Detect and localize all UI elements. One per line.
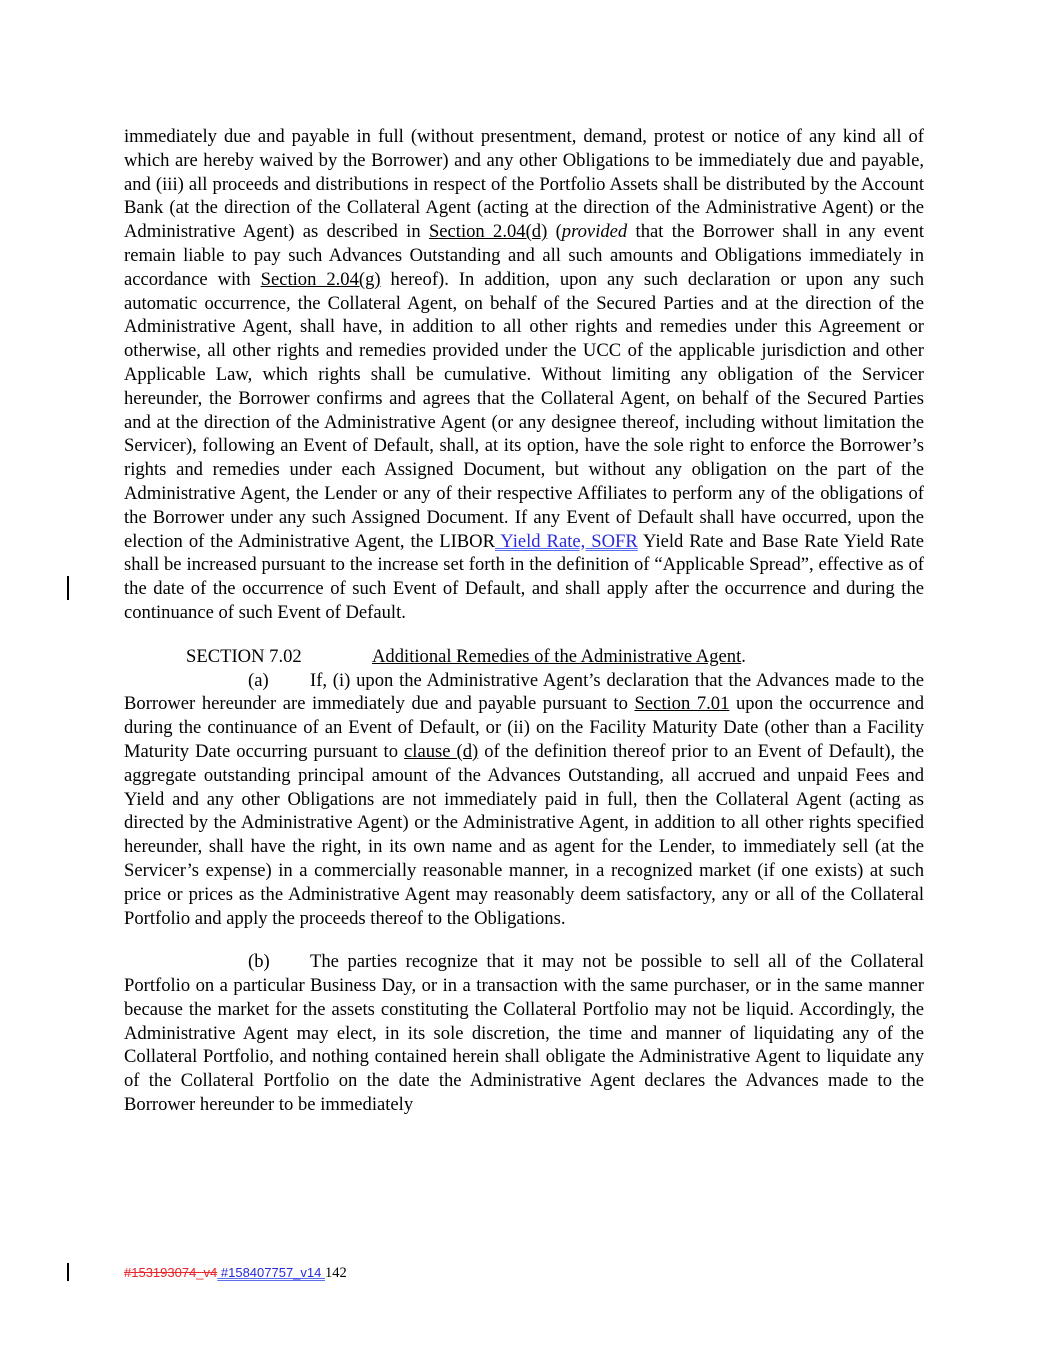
italic-provided: provided bbox=[561, 221, 628, 243]
cross-reference-section-2-04-g[interactable]: Section 2.04(g) bbox=[260, 268, 381, 290]
paragraph-b bbox=[124, 950, 924, 1117]
clause-label-a: (a) bbox=[248, 669, 269, 691]
section-heading bbox=[124, 645, 924, 669]
section-number: SECTION 7.02 bbox=[186, 645, 302, 667]
paragraph-a bbox=[124, 669, 924, 931]
change-bar-footer bbox=[67, 1263, 69, 1281]
paragraph-7-01-continuation bbox=[124, 125, 924, 625]
deleted-document-id: #153193074_v4 bbox=[124, 1265, 218, 1280]
document-body bbox=[124, 125, 924, 1117]
text: Yield Rate and Base Rate Yield Rate shall be increased pursuant to the increase set forth in the definition of “Applicable Spread”, effective as of the date of the occurrence of such Event of Default, and shall apply after the occurrence and during the continuance of such Event of Default. bbox=[124, 530, 924, 623]
text: immediately due and payable in full (without presentment, demand, protest or notice of any kind all of which are hereby waived by the Borrower) and any other Obligations to be immediately due and payable, and (iii) all proceeds and distributions in respect of the Portfolio Assets shall be distributed by the Account Bank (at the direction of the Collateral Agent (acting at the direction of the Administrative Agent) or the Administrative Agent) as described in bbox=[124, 126, 924, 243]
text: that the Borrower shall in any event remain liable to pay such Advances Outstanding and all such amounts and Obligations immediately in accordance with bbox=[124, 221, 924, 290]
text: hereof). In addition, upon any such declaration or upon any such automatic occurrence, the Collateral Agent, on behalf of the Secured Parties and at the direction of the Administrative Agent, shall have, in addition to all other rights and remedies under this Agreement or otherwise, all other rights and remedies provided under the UCC of the applicable jurisdiction and other Applicable Law, which rights shall be cumulative. Without limiting any obligation of the Servicer hereunder, the Borrower confirms and agrees that the Collateral Agent, on behalf of the Secured Parties and at the direction of the Administrative Agent (or any designee thereof, including without limitation the Servicer), following an Event of Default, shall, at its option, have the sole right to enforce the Borrower’s rights and remedies under each Assigned Document, but without any obligation on the part of the Administrative Agent, the Lender or any of their respective Affiliates to perform any of the obligations of the Borrower under any such Assigned Document. If any Event of Default shall have occurred, upon the election of the Administrative Agent, the LIBOR bbox=[124, 268, 924, 552]
clause-label-b: (b) bbox=[248, 951, 270, 973]
change-bar-body bbox=[67, 576, 69, 600]
cross-reference-section-7-01[interactable]: Section 7.01 bbox=[634, 693, 730, 715]
text: The parties recognize that it may not be possible to sell all of the Collateral Portfolio on a particular Business Day, or in a transaction with the same purchaser, or in the same manner because the market for the assets constituting the Collateral Portfolio may not be liquid. Accordingly, the Administrative Agent may elect, in its sole discretion, the time and manner of liquidating any of the Collateral Portfolio, and nothing contained herein shall obligate the Administrative Agent to liquidate any of the Collateral Portfolio on the date the Administrative Agent declares the Advances made to the Borrower hereunder to be immediately bbox=[124, 951, 924, 1116]
inserted-document-id: #158407757_v14 bbox=[217, 1265, 325, 1280]
page-footer bbox=[124, 1264, 347, 1283]
section-title-period: . bbox=[741, 645, 746, 667]
text: of the definition thereof prior to an Event of Default), the aggregate outstanding principal amount of the Advances Outstanding, all accrued and unpaid Fees and Yield and any other Obligations are not immediately paid in full, then the Collateral Agent (acting as directed by the Administrative Agent) or the Administrative Agent, in addition to all other rights specified hereunder, shall have the right, in its own name and as agent for the Lender, to immediately sell (at the Servicer’s expense) in a commercially reasonable manner, in a recognized market (if one exists) at such price or prices as the Administrative Agent may reasonably deem satisfactory, any or all of the Collateral Portfolio and apply the proceeds thereof to the Obligations. bbox=[124, 740, 924, 929]
text: ( bbox=[547, 221, 562, 243]
text: If, (i) upon the Administrative Agent’s declaration that the Advances made to the Borrower hereunder are immediately due and payable pursuant to bbox=[124, 669, 924, 715]
page-number: 142 bbox=[324, 1265, 347, 1281]
text: upon the occurrence and during the continuance of an Event of Default, or (ii) on the Facility Maturity Date (other than a Facility Maturity Date occurring pursuant to bbox=[124, 693, 924, 762]
section-title: Additional Remedies of the Administrative Agent bbox=[372, 645, 742, 667]
tracked-insertion[interactable]: Yield Rate, SOFR bbox=[495, 530, 638, 552]
cross-reference-section-2-04-d[interactable]: Section 2.04(d) bbox=[428, 221, 548, 243]
cross-reference-clause-d[interactable]: clause (d) bbox=[404, 740, 479, 762]
